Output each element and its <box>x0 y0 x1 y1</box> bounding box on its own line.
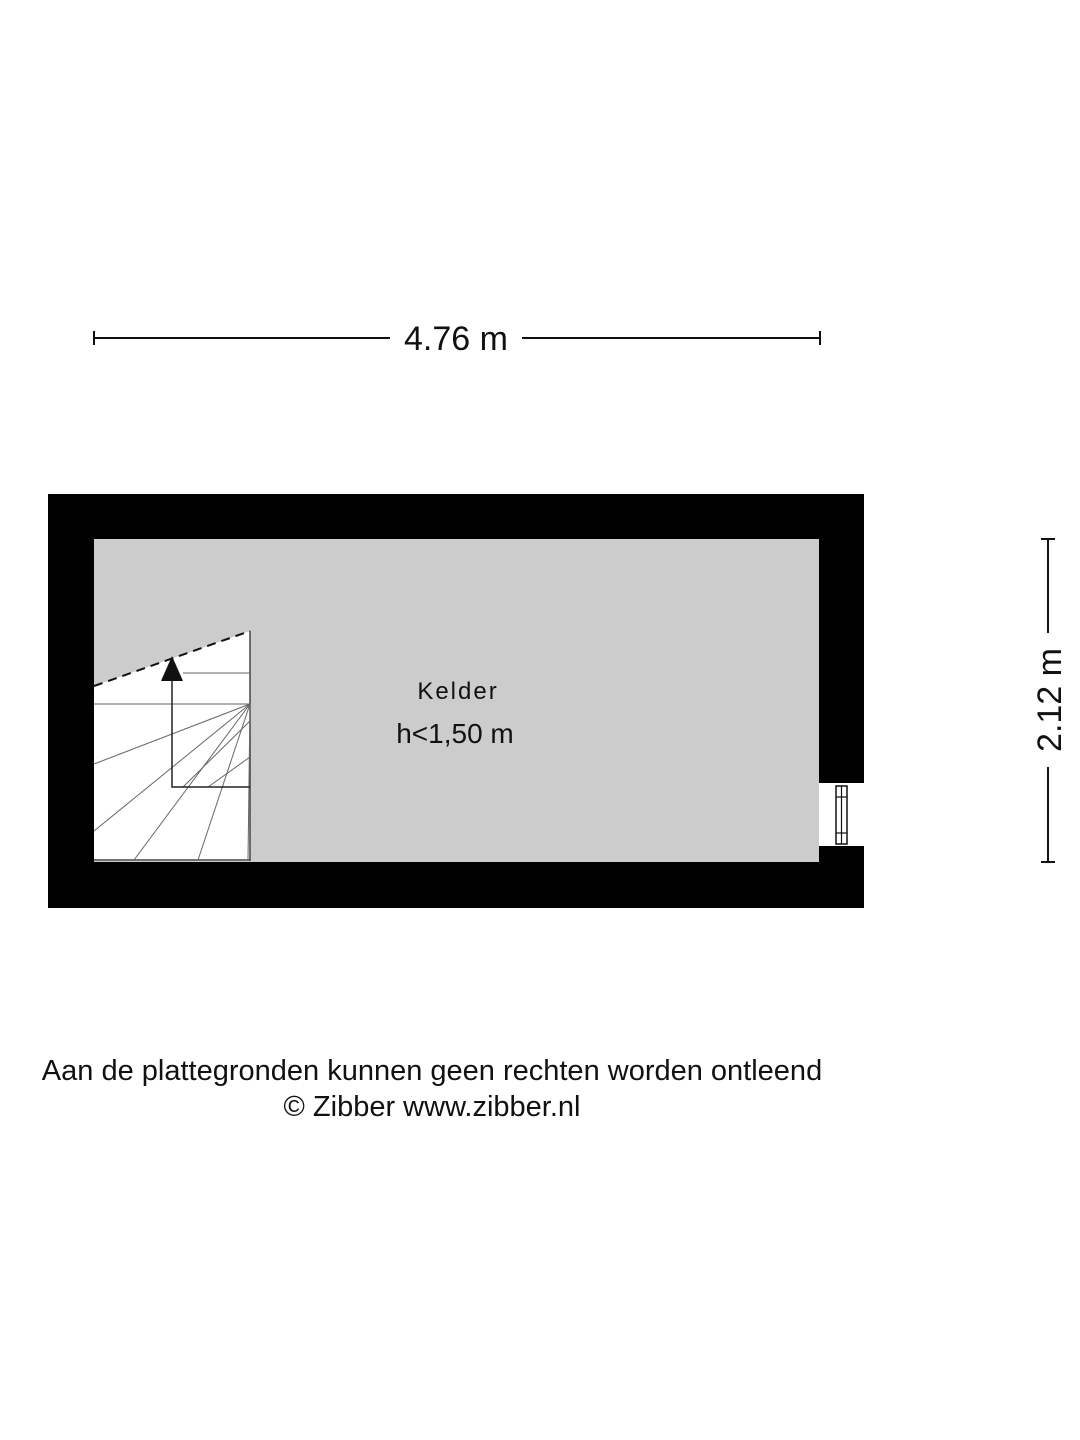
height-label: 2.12 m <box>1031 648 1069 752</box>
copyright-text: © Zibber www.zibber.nl <box>283 1091 581 1123</box>
width-label: 4.76 m <box>404 320 508 358</box>
room-name: Kelder <box>417 678 499 705</box>
window-icon <box>836 786 847 844</box>
disclaimer-text: Aan de plattegronden kunnen geen rechten worden ontleend <box>41 1055 823 1087</box>
width-dimension <box>94 320 820 358</box>
room-height-note: h<1,50 m <box>396 718 514 749</box>
height-dimension <box>1031 539 1069 862</box>
